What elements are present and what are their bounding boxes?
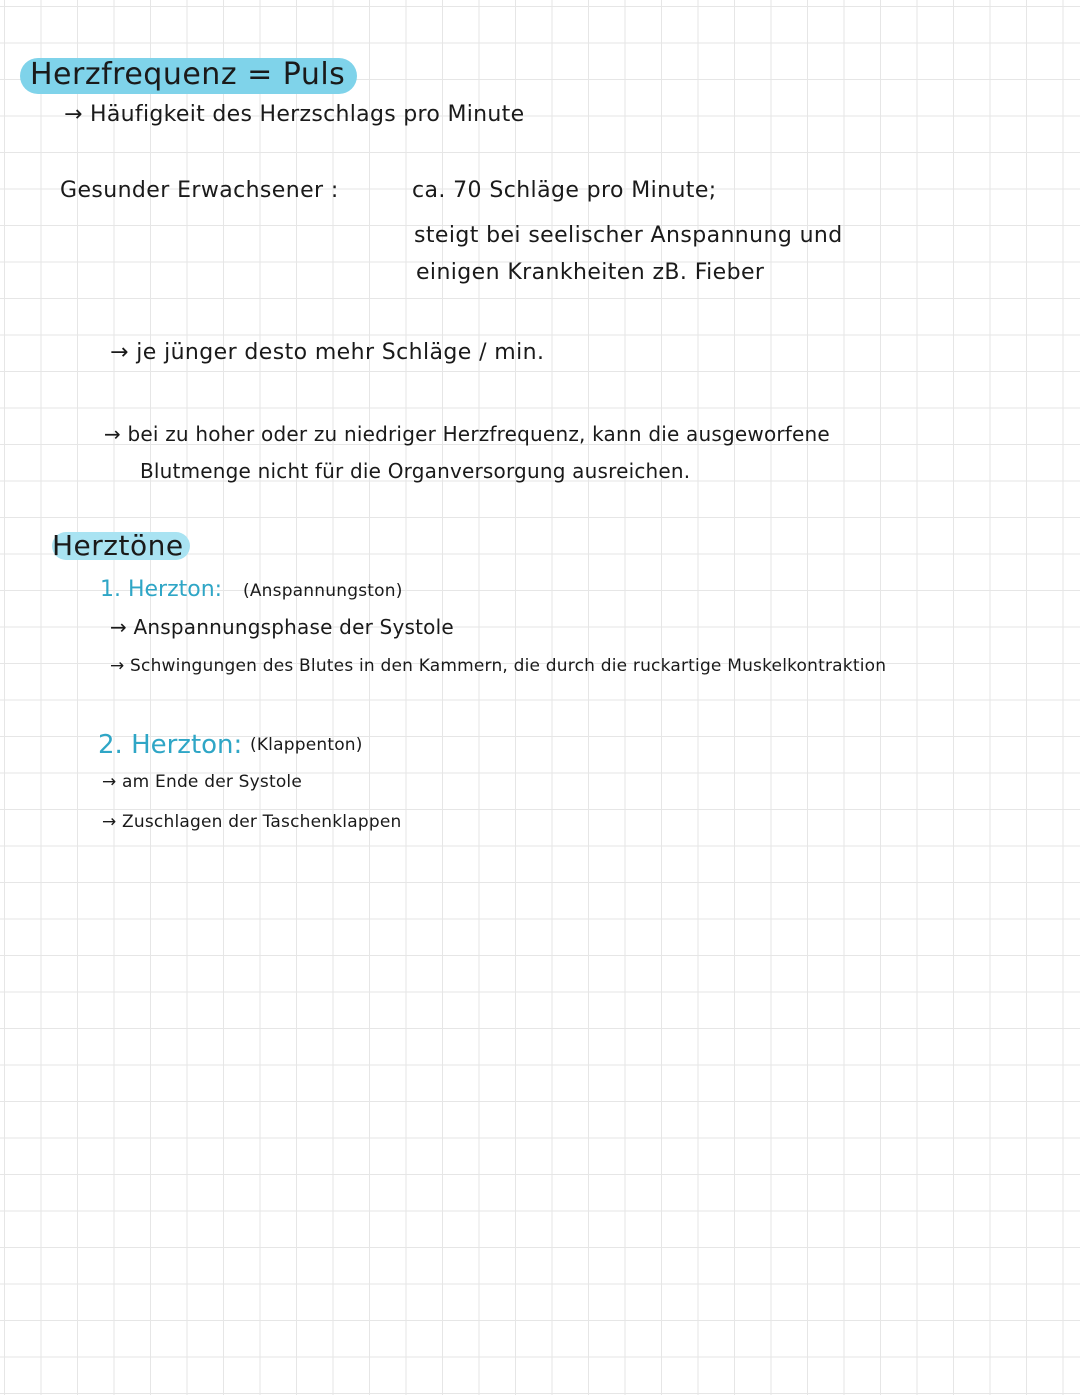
note-rate-line2: Blutmenge nicht für die Organversorgung ausreichen. bbox=[140, 459, 691, 483]
tone1-subtitle: (Anspannungston) bbox=[243, 581, 403, 601]
adult-rate-line1: ca. 70 Schläge pro Minute; bbox=[412, 178, 717, 203]
adult-rate-line3: einigen Krankheiten zB. Fieber bbox=[416, 260, 765, 285]
heading-herztoene: Herztöne bbox=[52, 532, 190, 560]
definition-herzfrequenz: → Häufigkeit des Herzschlags pro Minute bbox=[64, 102, 525, 127]
tone2-point1: → am Ende der Systole bbox=[102, 772, 302, 792]
heading-herzfrequenz: Herzfrequenz = Puls bbox=[20, 58, 357, 94]
note-younger: → je jünger desto mehr Schläge / min. bbox=[110, 340, 545, 365]
note-rate-line1: → bei zu hoher oder zu niedriger Herzfrequenz, kann die ausgeworfene bbox=[104, 422, 830, 446]
tone2-point2: → Zuschlagen der Taschenklappen bbox=[102, 812, 402, 832]
tone2-subtitle: (Klappenton) bbox=[250, 735, 363, 755]
tone1-point1: → Anspannungsphase der Systole bbox=[110, 615, 454, 639]
tone1-title: 1. Herzton: bbox=[100, 577, 223, 602]
tone1-point2: → Schwingungen des Blutes in den Kammern, die durch die ruckartige Muskelkontraktion bbox=[110, 656, 887, 676]
adult-label: Gesunder Erwachsener : bbox=[60, 178, 339, 203]
tone2-title: 2. Herzton: bbox=[98, 730, 243, 760]
adult-rate-line2: steigt bei seelischer Anspannung und bbox=[414, 223, 843, 248]
